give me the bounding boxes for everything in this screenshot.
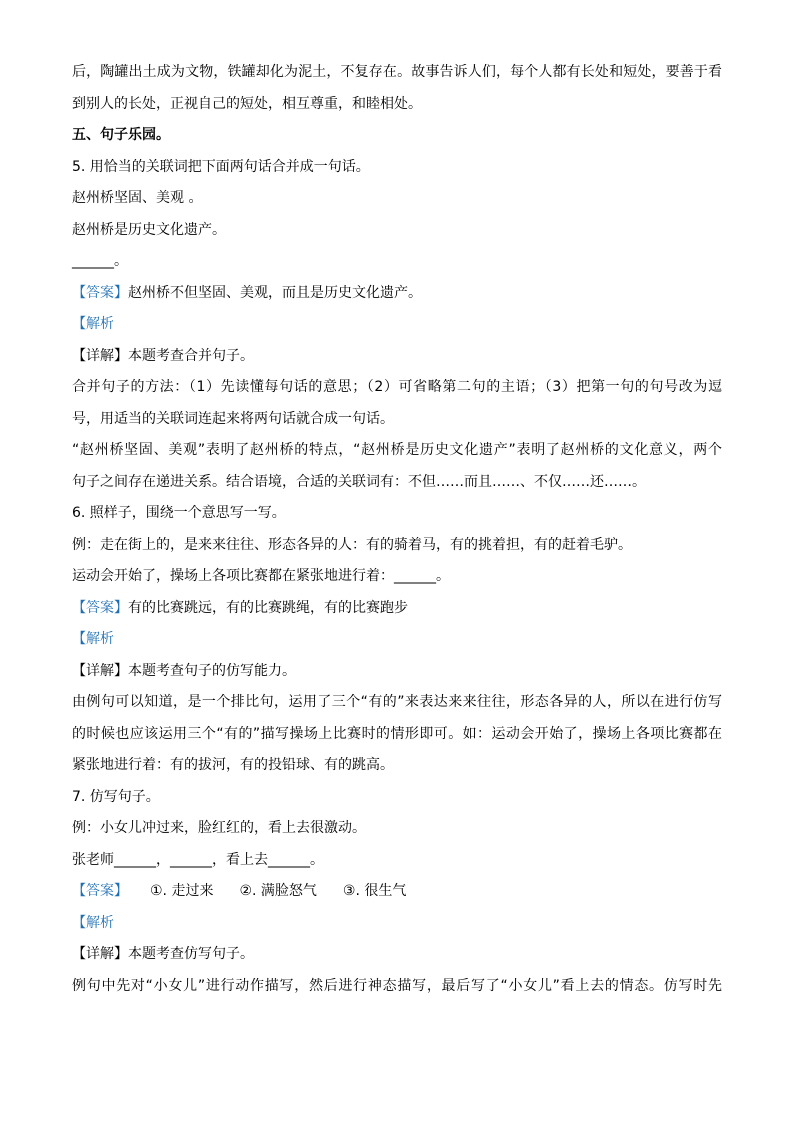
answer-text: 有的比赛跳远，有的比赛跳绳，有的比赛跑步 (128, 599, 408, 616)
question-6: 6. 照样子，围绕一个意思写一写。 (72, 505, 286, 521)
detail-text: 本题考查合并句子。 (128, 347, 254, 364)
analysis-tag: 【解析 (72, 914, 114, 931)
paragraph-line: “赵州桥坚固、美观”表明了赵州桥的特点，“赵州桥是历史文化遗产”表明了赵州桥的文化意义，两个 (72, 442, 722, 458)
question-5-blank: ______。 (72, 253, 128, 269)
answer-tag: 【答案】 (72, 284, 128, 301)
question-5-sentence-2: 赵州桥是历史文化遗产。 (72, 221, 226, 238)
question-6-example: 例：走在街上的，是来来往往、形态各异的人：有的骑着马，有的挑着担，有的赶着毛驴。 (72, 536, 632, 553)
question-6-prompt: 运动会开始了，操场上各项比赛都在紧张地进行着：______。 (72, 568, 450, 584)
question-5: 5. 用恰当的关联词把下面两句话合并成一句话。 (72, 158, 370, 175)
answer-tag: 【答案】 (72, 599, 128, 616)
question-5-sentence-1: 赵州桥坚固、美观 。 (72, 190, 203, 206)
analysis-tag: 【解析 (72, 631, 114, 647)
answer-tag: 【答案】 (72, 883, 128, 899)
paragraph-line: 紧张地进行着：有的拔河，有的投铅球、有的跳高。 (72, 757, 394, 773)
analysis-tag: 【解析 (72, 316, 114, 332)
paragraph-line: 后，陶罐出土成为文物，铁罐却化为泥土，不复存在。故事告诉人们，每个人都有长处和短处，要善于看 (72, 64, 722, 80)
paragraph-line: 由例句可以知道，是一个排比句，运用了三个“有的”来表达来来往往，形态各异的人，所以在进行仿写 (72, 694, 722, 710)
question-7-prompt: 张老师______，______，看上去______。 (72, 851, 324, 868)
paragraph-line: 例句中先对“小女儿”进行动作描写，然后进行神态描写，最后写了“小女儿”看上去的情态。仿写时先 (72, 977, 722, 994)
detail-text: 本题考查句子的仿写能力。 (128, 662, 296, 679)
detail-line (72, 944, 722, 964)
document-page (72, 62, 722, 1007)
question-7-example: 例：小女儿冲过来，脸红红的，看上去很激动。 (72, 820, 366, 836)
answer-line (72, 881, 722, 901)
answer-option: ②. 满脸怒气 (239, 883, 317, 899)
answer-line (72, 283, 722, 303)
paragraph-line: 号，用适当的关联词连起来将两句话就合成一句话。 (72, 410, 394, 427)
detail-tag: 【详解】 (72, 946, 128, 962)
paragraph-line: 的时候也应该运用三个“有的”描写操场上比赛时的情形即可。如：运动会开始了，操场上各项比赛都在 (72, 725, 722, 742)
answer-line (72, 598, 722, 618)
answer-text: 赵州桥不但坚固、美观，而且是历史文化遗产。 (128, 284, 422, 301)
answer-option: ③. 很生气 (342, 883, 407, 899)
section-heading: 五、句子乐园。 (72, 127, 170, 143)
detail-line (72, 661, 722, 681)
detail-tag: 【详解】 (72, 662, 128, 679)
question-7: 7. 仿写句子。 (72, 788, 160, 805)
detail-tag: 【详解】 (72, 347, 128, 364)
answer-option: ①. 走过来 (150, 883, 214, 899)
paragraph-line: 到别人的长处，正视自己的短处，相互尊重，和睦相处。 (72, 95, 422, 112)
paragraph-line: 句子之间存在递进关系。结合语境，合适的关联词有：不但……而且……、不仅……还……。 (72, 473, 646, 490)
paragraph-line: 合并句子的方法：（1）先读懂每句话的意思；（2）可省略第二句的主语；（3）把第一句的句号改为逗 (72, 379, 722, 395)
detail-line (72, 346, 722, 366)
detail-text: 本题考查仿写句子。 (128, 946, 254, 962)
